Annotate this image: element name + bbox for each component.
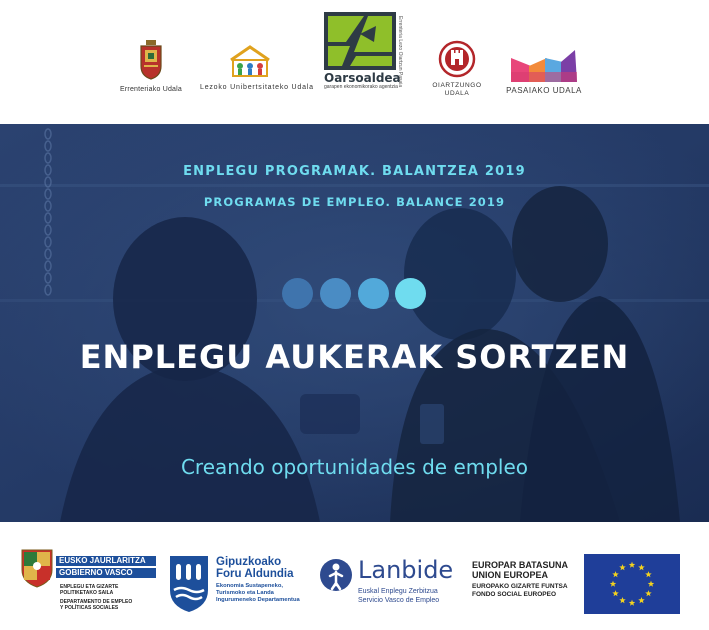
gipuzkoa-logo <box>168 552 308 618</box>
headline: ENPLEGU AUKERAK SORTZEN <box>79 338 630 376</box>
eusko-line1: EUSKO JAURLARITZA <box>56 556 156 566</box>
eusko-dept2-line1: DEPARTAMENTO DE EMPLEO <box>60 599 133 605</box>
eu-line2: UNION EUROPEA <box>472 570 549 580</box>
oarsoaldea-side-text: Errenteria Lezo Oiartzun Pasaia <box>397 16 403 88</box>
lanbide-logo <box>318 555 468 615</box>
lezo-logo-icon <box>227 44 273 78</box>
decorative-dots <box>282 278 428 310</box>
basque-government-shield-icon <box>20 548 54 588</box>
oarsoaldea-tagline: garapen ekonomikorako agentzia <box>324 84 398 90</box>
dot-2 <box>320 278 351 309</box>
oiartzun-caption-1: OIARTZUNGO <box>432 82 482 89</box>
eu-flag-icon <box>584 554 680 614</box>
oiartzun-logo <box>422 40 492 98</box>
program-title-es: PROGRAMAS DE EMPLEO. BALANCE 2019 <box>203 195 506 209</box>
eusko-line2: GOBIERNO VASCO <box>56 568 156 578</box>
oiartzun-caption-2: UDALA <box>444 90 470 97</box>
lanbide-line2: Servicio Vasco de Empleo <box>358 596 440 604</box>
eusko-jaurlaritza-logo <box>20 548 156 618</box>
pasaia-caption: PASAIAKO UDALA <box>506 86 582 95</box>
lezo-caption: Lezoko Unibertsitateko Udala <box>200 84 314 91</box>
eusko-dept1-line1: ENPLEGU ETA GIZARTE <box>60 584 119 590</box>
dot-3 <box>358 278 389 309</box>
pasaia-logo-icon <box>505 48 583 82</box>
oarsoaldea-logo <box>324 12 404 90</box>
gipuzkoa-dept <box>216 583 300 604</box>
gipuzkoa-dept-line3: Ingurumeneko Departamentua <box>216 597 300 603</box>
errenteria-coat-of-arms-icon <box>138 40 164 80</box>
lanbide-line1: Euskal Enplegu Zerbitzua <box>358 588 438 595</box>
gipuzkoa-dept-line1: Ekonomia Sustapeneko, <box>216 583 284 589</box>
subheadline: Creando oportunidades de empleo <box>180 455 529 479</box>
lanbide-figure-icon <box>318 557 354 593</box>
gipuzkoa-shield-icon <box>168 554 210 614</box>
eusko-dept2-line2: Y POLÍTICAS SOCIALES <box>60 605 119 611</box>
gipuzkoa-dept-line2: Turismoko eta Landa <box>216 590 274 596</box>
gipuzkoa-title <box>216 556 294 580</box>
oiartzun-seal-icon <box>438 40 476 78</box>
eu-line4: FONDO SOCIAL EUROPEO <box>472 591 557 598</box>
lezo-logo <box>200 44 314 91</box>
lanbide-sub <box>358 588 439 605</box>
lanbide-name: Lanbide <box>358 556 454 584</box>
gipuzkoa-title-line2: Foru Aldundia <box>216 568 294 580</box>
oarsoaldea-name: Oarsoaldea <box>324 71 401 85</box>
eu-flag <box>584 554 680 614</box>
eu-text-block <box>472 560 582 610</box>
eusko-dept1-line2: POLITIKETAKO SAILA <box>60 590 114 596</box>
eu-line3: EUROPAKO GIZARTE FUNTSA <box>472 583 568 590</box>
gipuzkoa-title-line1: Gipuzkoako <box>216 556 282 568</box>
program-title-eu: ENPLEGU PROGRAMAK. BALANTZEA 2019 <box>183 164 526 179</box>
eu-line1: EUROPAR BATASUNA <box>472 560 568 570</box>
dot-1 <box>282 278 313 309</box>
dot-4 <box>395 278 426 309</box>
errenteria-logo <box>118 40 184 93</box>
oarsoaldea-logo-icon <box>324 12 396 70</box>
errenteria-caption: Errenteriako Udala <box>120 86 182 93</box>
pasaia-logo <box>500 48 588 95</box>
hero-banner <box>0 124 709 522</box>
